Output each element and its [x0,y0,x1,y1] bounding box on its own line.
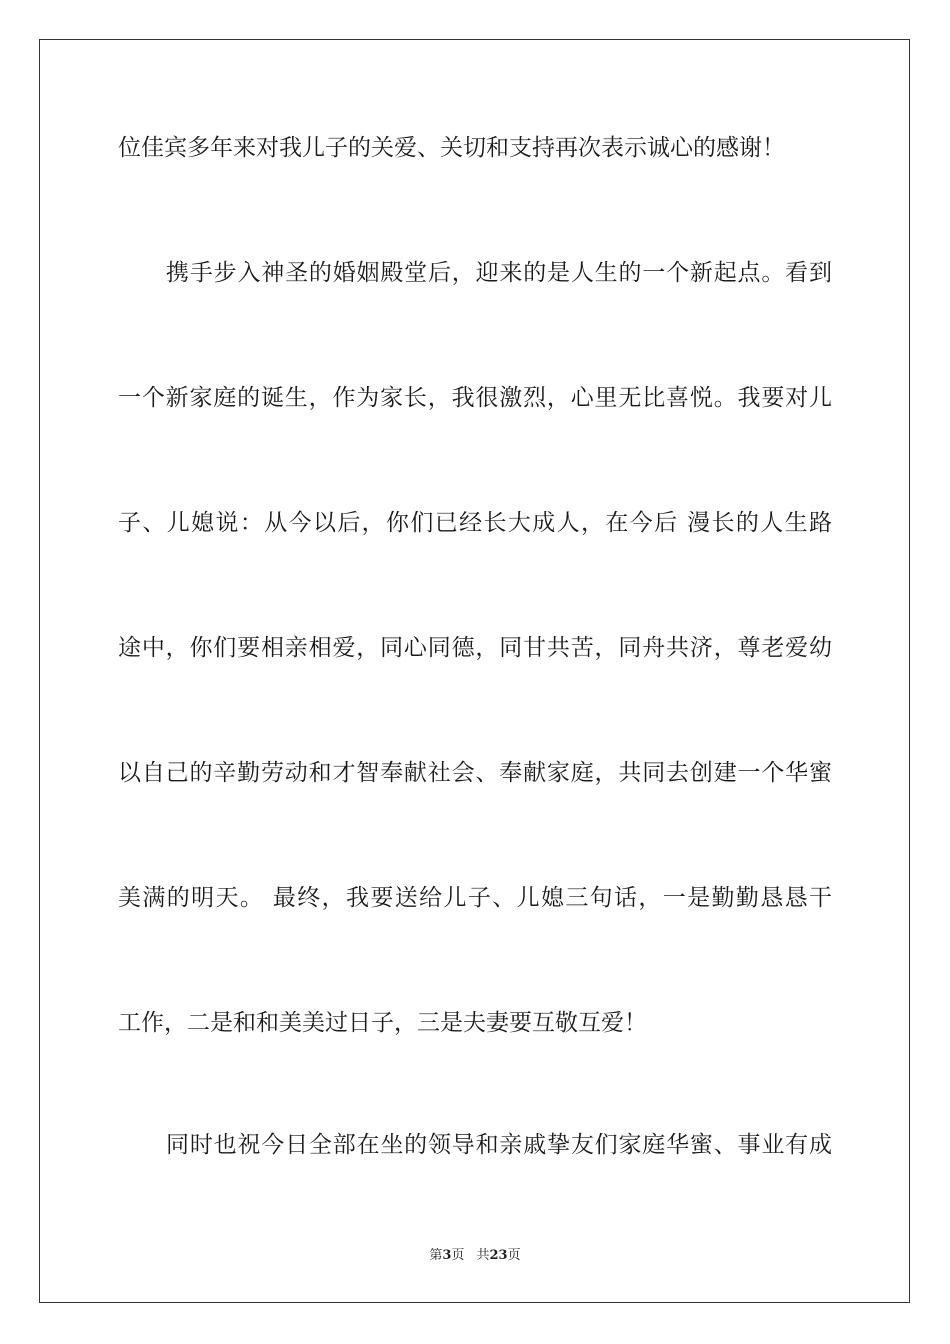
page-number: 3 [442,1248,452,1263]
page-suffix: 页 [451,1248,465,1263]
text-line-7: 美满的明天。 最终，我要送给儿子、儿媳三句话，一是勤勤恳恳干 [118,885,832,911]
page-footer [0,1247,950,1265]
total-prefix: 共 [476,1248,490,1263]
total-suffix: 页 [507,1248,521,1263]
page-prefix: 第 [429,1248,443,1263]
text-line-1: 位佳宾多年来对我儿子的关爱、关切和支持再次表示诚心的感谢！ [118,135,785,161]
text-line-4: 子、儿媳说：从今以后，你们已经长大成人，在今后 漫长的人生路 [118,510,832,536]
text-line-9: 同时也祝今日全部在坐的领导和亲戚挚友们家庭华蜜、事业有成 [166,1132,832,1158]
text-line-6: 以自己的辛勤劳动和才智奉献社会、奉献家庭，共同去创建一个华蜜 [118,760,832,786]
text-line-5: 途中，你们要相亲相爱，同心同德，同甘共苦，同舟共济，尊老爱幼 [118,635,832,661]
text-line-2: 携手步入神圣的婚姻殿堂后，迎来的是人生的一个新起点。看到 [166,260,832,286]
text-line-8: 工作，二是和和美美过日子，三是夫妻要互敬互爱！ [118,1010,647,1036]
total-pages: 23 [489,1248,508,1263]
page-border [39,39,910,1303]
text-line-3: 一个新家庭的诞生，作为家长，我很激烈，心里无比喜悦。我要对儿 [118,385,832,411]
